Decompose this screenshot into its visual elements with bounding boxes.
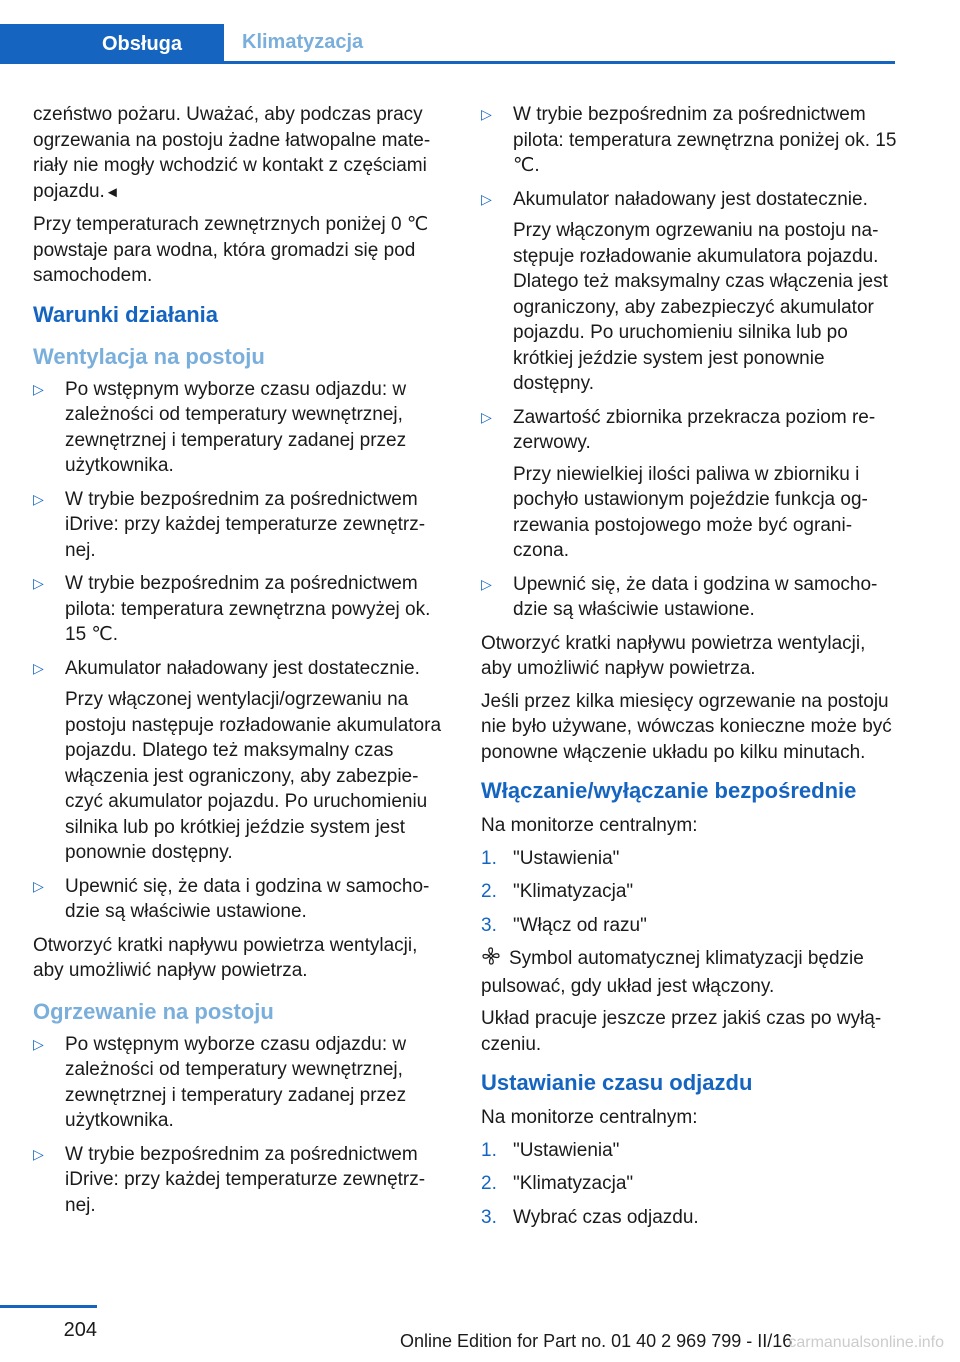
footer-rule xyxy=(0,1305,97,1308)
list-item xyxy=(481,102,901,179)
triangle-icon: ▷ xyxy=(33,877,44,894)
watermark: carmanualsonline.info xyxy=(788,1334,944,1351)
triangle-icon: ▷ xyxy=(33,1035,44,1052)
end-mark: ◄ xyxy=(104,183,120,201)
list-item-text: Zawartość zbiornika przekracza poziom rezerwowy. xyxy=(513,406,876,453)
list-item-text: Po wstępnym wyborze czasu odjazdu: w zależności od temperatury wewnętrznej, zewnętrznej i temperatury zadanej przez użytkownika. xyxy=(65,1033,407,1131)
triangle-icon: ▷ xyxy=(33,380,44,397)
tab-obsluga[interactable] xyxy=(0,24,224,64)
paragraph xyxy=(481,946,901,999)
step-text: Wybrać czas odjazdu. xyxy=(513,1206,699,1228)
list-item-text: Akumulator naładowany jest dostatecznie. xyxy=(65,657,420,679)
ventilation-list xyxy=(33,377,448,925)
paragraph: Otworzyć kratki napływu powietrza wentylacji, aby umożliwić napływ powietrza. xyxy=(33,934,418,981)
departure-steps xyxy=(481,1138,901,1231)
triangle-icon: ▷ xyxy=(481,190,492,207)
tab-obsluga-label: Obsługa xyxy=(101,32,182,55)
ac-fan-icon xyxy=(481,946,503,974)
step-number: 1. xyxy=(481,847,497,869)
tab-klimatyzacja-label: Klimatyzacja xyxy=(242,31,364,53)
paragraph: Na monitorze centralnym: xyxy=(481,1107,698,1128)
step-text: "Klimatyzacja" xyxy=(513,881,634,902)
list-item-text: Upewnić się, że data i godzina w samochodzie są właściwie ustawione. xyxy=(513,573,878,620)
triangle-icon: ▷ xyxy=(481,408,492,425)
list-item-text: Po wstępnym wyborze czasu odjazdu: w zależności od temperatury wewnętrznej, zewnętrznej i temperatury zadanej przez użytkownika. xyxy=(65,378,407,476)
symbol-note-text: Symbol automatycznej klimatyzacji będzie pulsować, gdy układ jest włączony. xyxy=(481,948,864,997)
paragraph: Układ pracuje jeszcze przez jakiś czas po wyłączeniu. xyxy=(481,1008,882,1055)
step-number: 2. xyxy=(481,1173,497,1194)
list-item xyxy=(481,405,901,564)
step-item xyxy=(481,1205,901,1231)
direct-steps xyxy=(481,846,901,939)
step-item xyxy=(481,846,901,872)
triangle-icon: ▷ xyxy=(33,1145,44,1162)
list-item-text: Akumulator naładowany jest dostatecznie. xyxy=(513,188,868,210)
heating-list-continued xyxy=(481,102,901,623)
list-item-text: Upewnić się, że data i godzina w samochodzie są właściwie ustawione. xyxy=(65,875,430,922)
triangle-icon: ▷ xyxy=(33,659,44,676)
heading-departure: Ustawianie czasu odjazdu xyxy=(481,1070,753,1095)
step-item xyxy=(481,1138,901,1164)
tab-klimatyzacja[interactable] xyxy=(224,24,363,61)
list-item xyxy=(33,377,448,479)
page-number: 204 xyxy=(63,1319,97,1341)
triangle-icon: ▷ xyxy=(33,575,44,591)
step-number: 1. xyxy=(481,1139,497,1161)
step-item xyxy=(481,879,901,905)
heading-direct: Włączanie/wyłączanie bezpośrednie xyxy=(481,778,857,803)
step-text: "Ustawienia" xyxy=(513,847,620,869)
triangle-icon: ▷ xyxy=(33,490,44,507)
paragraph xyxy=(33,102,448,205)
list-item xyxy=(33,1032,448,1134)
list-item xyxy=(481,187,901,397)
list-item-note: Przy włączonym ogrzewaniu na postoju następuje rozładowanie akumulatora pojazdu. Dlatego też maksymalny czas włączenia jest ograniczony, aby zabezpieczyć akumulator pojazdu. Po uruchomieniu silnika lub po krótkiej jeździe system jest ponownie dostępny. xyxy=(513,220,888,394)
triangle-icon: ▷ xyxy=(481,575,492,592)
list-item xyxy=(33,571,448,648)
heading-conditions: Warunki działania xyxy=(33,301,219,327)
paragraph: Przy temperaturach zewnętrznych poniżej 0 ℃ powstaje para wodna, która gromadzi się pod samochodem. xyxy=(33,214,429,286)
edition-text: Online Edition for Part no. 01 40 2 969 799 - II/16 xyxy=(400,1331,793,1351)
step-text: "Klimatyzacja" xyxy=(513,1173,634,1194)
paragraph: Jeśli przez kilka miesięcy ogrzewanie na postoju nie było używane, wówczas konieczne może być ponowne włączenie układu po kilku minutach. xyxy=(481,690,892,763)
list-item xyxy=(33,1142,448,1219)
header-tabs xyxy=(0,24,895,64)
step-text: "Ustawienia" xyxy=(513,1139,620,1161)
list-item-note: Przy włączonej wentylacji/ogrzewaniu na postoju następuje rozładowanie akumulatora pojazdu. Dlatego też maksymalny czas włączenia jest ograniczony, aby zabezpieczyć akumulator pojazdu. Po uruchomieniu silnika lub po krótkiej jeździe system jest ponownie dostępny. xyxy=(65,689,442,863)
list-item xyxy=(33,487,448,564)
right-column xyxy=(481,102,901,1238)
heading-ventilation: Wentylacja na postoju xyxy=(33,343,265,369)
step-number: 3. xyxy=(481,1206,497,1228)
list-item-note: Przy niewielkiej ilości paliwa w zbiorniku i pochyło ustawionym pojeździe funkcja ogrzewania postojowego może być ograniczona. xyxy=(513,463,868,561)
header-rule xyxy=(0,61,895,64)
triangle-icon: ▷ xyxy=(481,106,492,122)
step-item xyxy=(481,913,901,939)
intro-text: czeństwo pożaru. Uważać, aby podczas pracy ogrzewania na postoju żadne łatwopalne materiały nie mogły wchodzić w kontakt z częściami pojazdu. xyxy=(33,104,431,202)
list-item-text: W trybie bezpośrednim za pośrednictwem iDrive: przy każdej temperaturze zewnętrznej. xyxy=(65,488,426,561)
step-number: 3. xyxy=(481,914,497,936)
paragraph: Otworzyć kratki napływu powietrza wentylacji, aby umożliwić napływ powietrza. xyxy=(481,632,866,679)
heading-heating: Ogrzewanie na postoju xyxy=(33,998,274,1024)
list-item xyxy=(33,874,448,925)
step-item xyxy=(481,1171,901,1197)
step-text: "Włącz od razu" xyxy=(513,914,647,936)
list-item-text: W trybie bezpośrednim za pośrednictwem pilota: temperatura zewnętrzna powyżej ok. 15 ℃. xyxy=(65,573,431,645)
step-number: 2. xyxy=(481,881,497,902)
heating-list xyxy=(33,1032,448,1219)
list-item-text: W trybie bezpośrednim za pośrednictwem pilota: temperatura zewnętrzna poniżej ok. 15 ℃. xyxy=(513,104,897,176)
list-item xyxy=(33,656,448,866)
list-item-text: W trybie bezpośrednim za pośrednictwem iDrive: przy każdej temperaturze zewnętrznej. xyxy=(65,1143,426,1216)
left-column xyxy=(33,102,448,1226)
list-item xyxy=(481,572,901,623)
paragraph: Na monitorze centralnym: xyxy=(481,815,698,836)
